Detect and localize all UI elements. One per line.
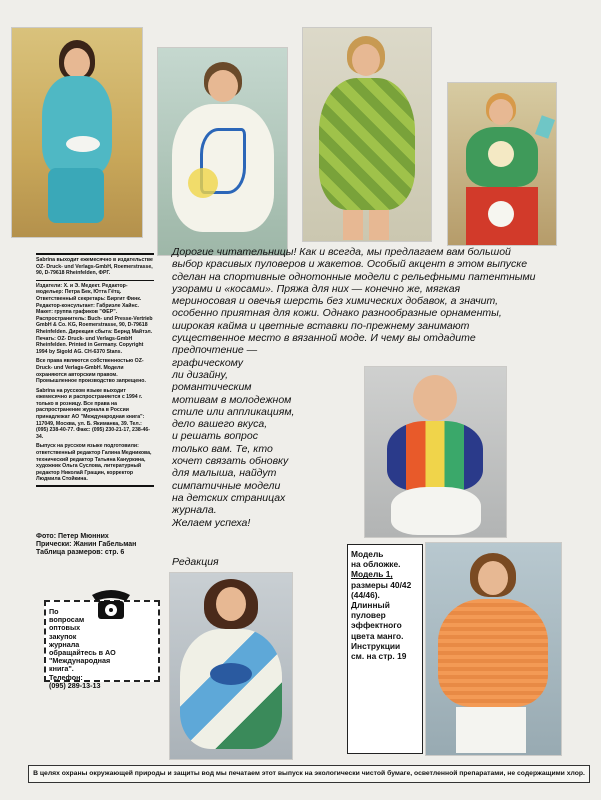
ad-line: обращайтесь в АО	[49, 648, 116, 658]
wholesale-ad-text	[49, 608, 131, 690]
credits-block	[36, 533, 158, 557]
editorial-line: широкая кайма и цветные вставки по-прежнему занимают	[172, 319, 470, 332]
photo-woman-blue-dolphin-sweater	[170, 573, 292, 759]
cover-note-line: Инструкции	[351, 640, 401, 651]
ad-line: Телефон:	[49, 672, 83, 682]
imprint-team: Выпуск на русском языке подготовили: ответственный редактор Галина Медникова, технический редактор Татьяна Кануркина, художник Ольга Суслова, литературный редактор Николай Гращин, корректор Людмила Стойкина.	[36, 443, 154, 487]
ad-line: закупок	[49, 631, 77, 641]
cover-note-text	[351, 549, 421, 661]
ad-line: По	[49, 607, 59, 616]
photo-child-clown-sweater	[448, 83, 556, 245]
photo-woman-mango-pullover	[426, 543, 561, 755]
cover-note-line: эффектного	[351, 620, 402, 631]
editorial-line: графическому	[172, 356, 244, 369]
editorial-line: для малыша, найдут	[172, 467, 277, 480]
ad-line: вопросам	[49, 615, 85, 625]
credit-size-table: Таблица размеров: стр. 6	[36, 549, 125, 556]
photo-woman-teal-pullover	[12, 28, 142, 237]
imprint-staff: Издатели: Х. и Э. Медект. Редактор-модельер: Петра Бек, Ютта Гётц. Ответственный секретарь: Биргит Финк. Редактор-консультант: Габриэле Хайнс. Макет: группа графиков "ФЕР". Распространитель: Buch- und Presse-Vertrieb GmbH & Co. KG, Roemerstrasse, 90, D-79618 Rheinfelden. Дирекция сбыта: Бернд Майтэл. Печать: OZ- Druck- und Verlags-GmbH Rheinfelden. Printed in Germany. Copyright 1994 by Sigold AG. CH-6370 Stans.	[36, 280, 154, 356]
cover-note-line: см. на стр. 19	[351, 651, 407, 662]
imprint-rights: Все права являются собственностью OZ- Druck- und Verlags-GmbH. Модели охраняются авторским правом. Промышленное производство запрещено.	[36, 358, 146, 385]
editorial-line: романтическим	[172, 381, 252, 394]
editorial-line: Дорогие читательницы! Как и всегда, мы предлагаем вам большой	[172, 246, 511, 258]
cover-note-line: размеры 40/42	[351, 579, 412, 590]
editorial-line: только вам. Те, кто	[172, 442, 273, 455]
editorial-line: журнала.	[172, 504, 217, 517]
editorial-line: мериносовая и овечья шерсть без химических добавок, а значит,	[172, 295, 499, 308]
editorial-line: узорами и «косами». Пряжа для них — конечно же, мягкая	[172, 282, 461, 295]
ad-line: оптовых	[49, 623, 81, 633]
editorial-line: дело вашего вкуса,	[172, 418, 268, 431]
ad-line: журнала	[49, 639, 80, 649]
credit-photo: Фото: Петер Мюнних	[36, 533, 109, 540]
eco-paper-footer: В целях охраны окружающей природы и защиты вод мы печатаем этот выпуск на экологически чистой бумаге, осветленной препаратами, не содержащими хлор.	[28, 765, 590, 783]
cover-note-line: Модель	[351, 549, 384, 559]
ad-phone: (095) 289-13-13	[49, 680, 101, 690]
cover-note-line: Длинный	[351, 600, 390, 611]
photo-woman-green-argyle-sweater	[303, 28, 431, 241]
editorial-line: существенное место в вязанной моде. И чему вы отдадите	[172, 332, 476, 345]
editorial-line: и решать вопрос	[172, 430, 258, 443]
credit-hair: Прически: Жанин Габельман	[36, 541, 137, 548]
editorial-line: стиле или аппликациям,	[172, 405, 295, 418]
cover-note-line: Модель 1,	[351, 569, 393, 580]
editorial-text	[172, 246, 542, 529]
editorial-line: особенно приятная для кожи. Однако разнообразные орнаменты,	[172, 307, 502, 320]
editorial-signature: Редакция	[172, 556, 219, 568]
editorial-line: хочет связать обновку	[172, 455, 289, 468]
editorial-line: ли дизайну,	[172, 368, 229, 381]
editorial-line: выбор красивых пуловеров и жакетов. Особый акцент в этом выпуске	[172, 258, 528, 271]
editorial-line: предпочтение —	[172, 344, 258, 357]
photo-woman-white-graphic-sweater	[158, 48, 287, 255]
cover-note-line: цвета манго.	[351, 630, 404, 641]
imprint-publisher: Sabrina выходит ежемесячно в издательстве OZ- Druck- und Verlags-GmbH, Roemerstrasse, 90, D-79618 Rheinfelden, ФРГ.	[36, 253, 154, 277]
ad-line: "Международная	[49, 656, 111, 666]
editorial-line: сделан на спортивные однотонные модели с рельефными патентными	[172, 270, 536, 283]
cover-note-line: пуловер	[351, 610, 386, 621]
editorial-line: мотивам в молодежном	[172, 393, 292, 406]
imprint-russian-edition: Sabrina на русском языке выходит ежемесячно и распространяется с 1994 г. только в розницу. Все права на распространение журнала в России принадлежат АО "Международная книга": 117049, Москва, ул. Б. Якиманка, 39. Тел.: (095) 238-40-77. Факс: (095) 230-21-17, 238-46-34.	[36, 387, 150, 440]
editorial-line: на детских страницах	[172, 491, 286, 504]
editorial-line: симпатичные модели	[172, 479, 281, 492]
cover-note-line: на обложке.	[351, 559, 401, 570]
editorial-line: Желаем успеха!	[172, 516, 251, 529]
imprint-block	[36, 253, 154, 490]
ad-line: книга".	[49, 664, 74, 674]
cover-note-line: (44/46).	[351, 589, 380, 600]
